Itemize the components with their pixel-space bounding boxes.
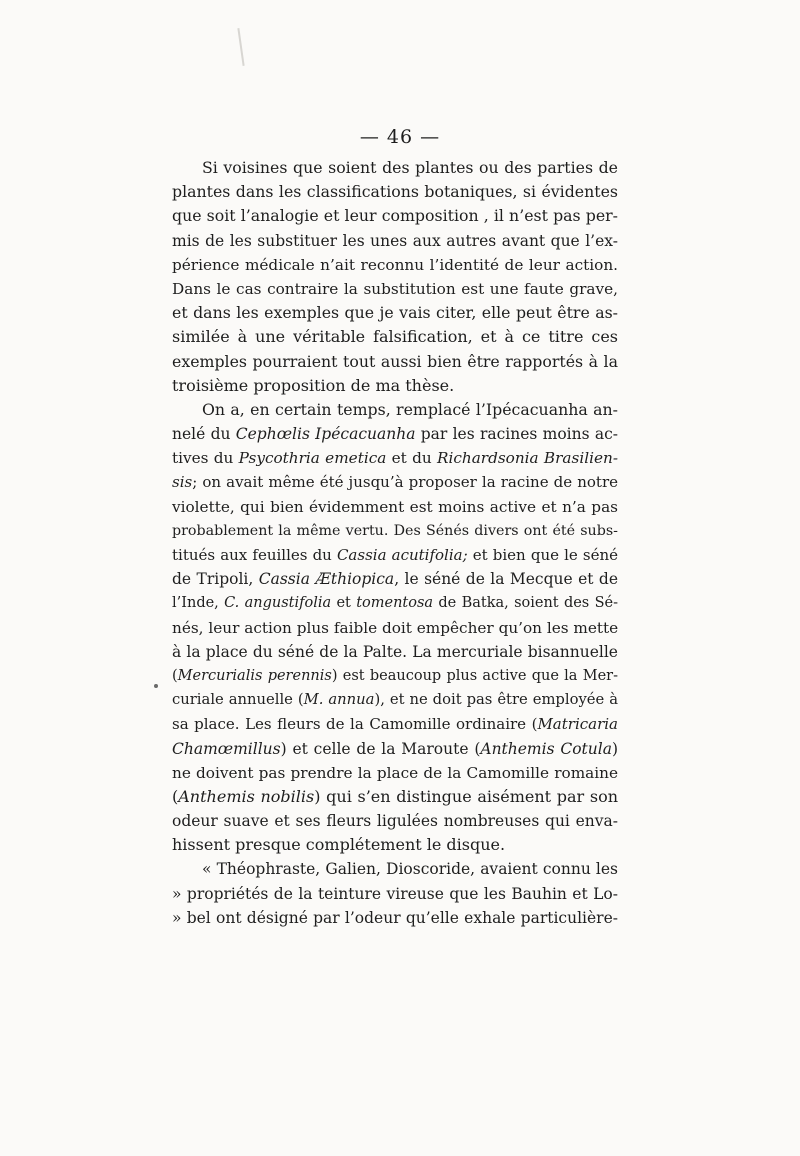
text-segment: « Théophraste, Galien, Dioscoride, avaient connu les [202, 860, 618, 879]
text-line [172, 833, 618, 857]
text-segment: sa place. Les fleurs de la Camomille ordinaire ( [172, 715, 538, 734]
text-line [172, 470, 618, 494]
text-line [172, 253, 618, 277]
text-segment: curiale annuelle ( [172, 691, 304, 709]
text-segment: On a, en certain temps, remplacé l’Ipécacuanha an- [202, 399, 618, 419]
text-line [172, 616, 618, 640]
text-segment: l’Inde, [172, 595, 225, 612]
text-segment: odeur suave et ses fleurs ligulées nombreuses qui enva- [172, 812, 618, 831]
text-segment: à la place du séné de la Palte. La mercuriale bisannuelle [172, 642, 618, 661]
text-segment: Dans le cas contraire la substitution est une faute grave, [172, 279, 618, 298]
text-segment: » bel ont désigné par l’odeur qu’elle exhale particulière- [172, 908, 618, 927]
italic-term: M. annua [303, 691, 375, 709]
text-segment: nés, leur action plus faible doit empêcher qu’on les mette [172, 618, 619, 637]
text-segment: et du [386, 449, 437, 468]
text-line [172, 350, 618, 374]
italic-term: tomentosa [356, 595, 434, 612]
text-segment: Si voisines que soient des plantes ou des parties de [202, 158, 618, 177]
text-line [172, 398, 618, 422]
italic-term: Mercurialis perennis [177, 667, 332, 684]
text-line [172, 737, 618, 761]
text-segment: périence médicale n’ait reconnu l’identité de leur action. [172, 255, 618, 274]
text-line [172, 422, 618, 446]
text-segment: par les racines moins ac- [415, 425, 618, 444]
text-segment: troisième proposition de ma thèse. [172, 375, 455, 395]
text-line [172, 204, 618, 228]
text-line [172, 301, 618, 325]
text-segment: ; on avait même été jusqu’à proposer la racine de notre [192, 473, 618, 492]
italic-term: Richardsonia Brasilien- [436, 449, 618, 468]
text-segment: probablement la même vertu. Des Sénés divers ont été subs- [172, 522, 618, 539]
body-text [172, 156, 618, 930]
text-segment: tives du [172, 449, 239, 468]
text-segment: et [331, 595, 357, 612]
text-segment: et bien que le séné [467, 546, 619, 564]
text-line [172, 809, 618, 833]
text-segment: ( [172, 667, 178, 684]
text-segment: violette, qui bien évidemment est moins active et n’a pas [172, 497, 618, 516]
text-segment: ) est beaucoup plus active que la Mer- [331, 667, 618, 684]
italic-term: Cassia Æthiopica [258, 570, 395, 589]
text-line [172, 857, 618, 881]
italic-term: Cassia acutifolia; [336, 546, 468, 564]
text-line [172, 882, 618, 906]
italic-term: Anthemis Cotula [480, 739, 612, 758]
text-line [172, 277, 618, 301]
text-line [172, 374, 618, 398]
italic-term: Matricaria [537, 715, 618, 734]
text-line [172, 325, 618, 349]
text-line [172, 567, 618, 591]
text-line [172, 229, 618, 253]
text-line [172, 446, 618, 470]
italic-term: Anthemis nobilis [178, 786, 315, 806]
text-segment: ) et celle de la Maroute ( [280, 739, 481, 758]
text-line [172, 180, 618, 204]
text-segment: plantes dans les classifications botaniques, si évidentes [172, 182, 618, 202]
italic-term: sis [172, 473, 193, 492]
text-segment: hissent presque complétement le disque. [172, 835, 506, 855]
italic-term: Chamœmillus [172, 739, 281, 758]
text-segment: de Tripoli, [172, 570, 259, 589]
text-segment: » propriétés de la teinture vireuse que les Bauhin et Lo- [172, 884, 618, 903]
text-line [172, 712, 618, 736]
text-line [172, 688, 618, 712]
text-segment: exemples pourraient tout aussi bien être rapportés à la [172, 351, 618, 371]
italic-term: Psycothria emetica [238, 449, 387, 468]
text-line [172, 785, 618, 809]
italic-term: Cephœlis Ipécacuanha [235, 425, 416, 444]
text-segment: ne doivent pas prendre la place de la Camomille romaine [172, 763, 618, 782]
text-segment: , le séné de la Mecque et de [394, 570, 619, 589]
text-segment: ( [172, 786, 179, 806]
page-number: — 46 — [359, 126, 441, 148]
text-line [172, 156, 618, 180]
text-line [172, 664, 618, 688]
text-line [172, 640, 618, 664]
text-segment: que soit l’analogie et leur composition , il n’est pas per- [172, 206, 618, 226]
text-segment: de Batka, soient des Sé- [433, 595, 618, 612]
margin-dot [154, 684, 158, 688]
text-line [172, 519, 618, 543]
text-line [172, 543, 618, 567]
text-segment: nelé du [172, 425, 236, 444]
text-line [172, 591, 618, 615]
text-segment: similée à une véritable falsification, et à ce titre ces [172, 327, 618, 347]
text-segment: et dans les exemples que je vais citer, elle peut être as- [172, 303, 618, 323]
text-line [172, 761, 618, 785]
italic-term: C. angustifolia [224, 595, 332, 612]
text-line [172, 906, 618, 930]
text-segment: titués aux feuilles du [172, 546, 337, 564]
text-segment: ) qui s’en distingue aisément par son [314, 786, 619, 806]
text-segment: mis de les substituer les unes aux autres avant que l’ex- [172, 231, 618, 250]
text-line [172, 495, 618, 519]
scan-mark [237, 28, 244, 66]
text-segment: ), et ne doit pas être employée à [374, 691, 619, 709]
text-segment: ) [611, 739, 619, 758]
